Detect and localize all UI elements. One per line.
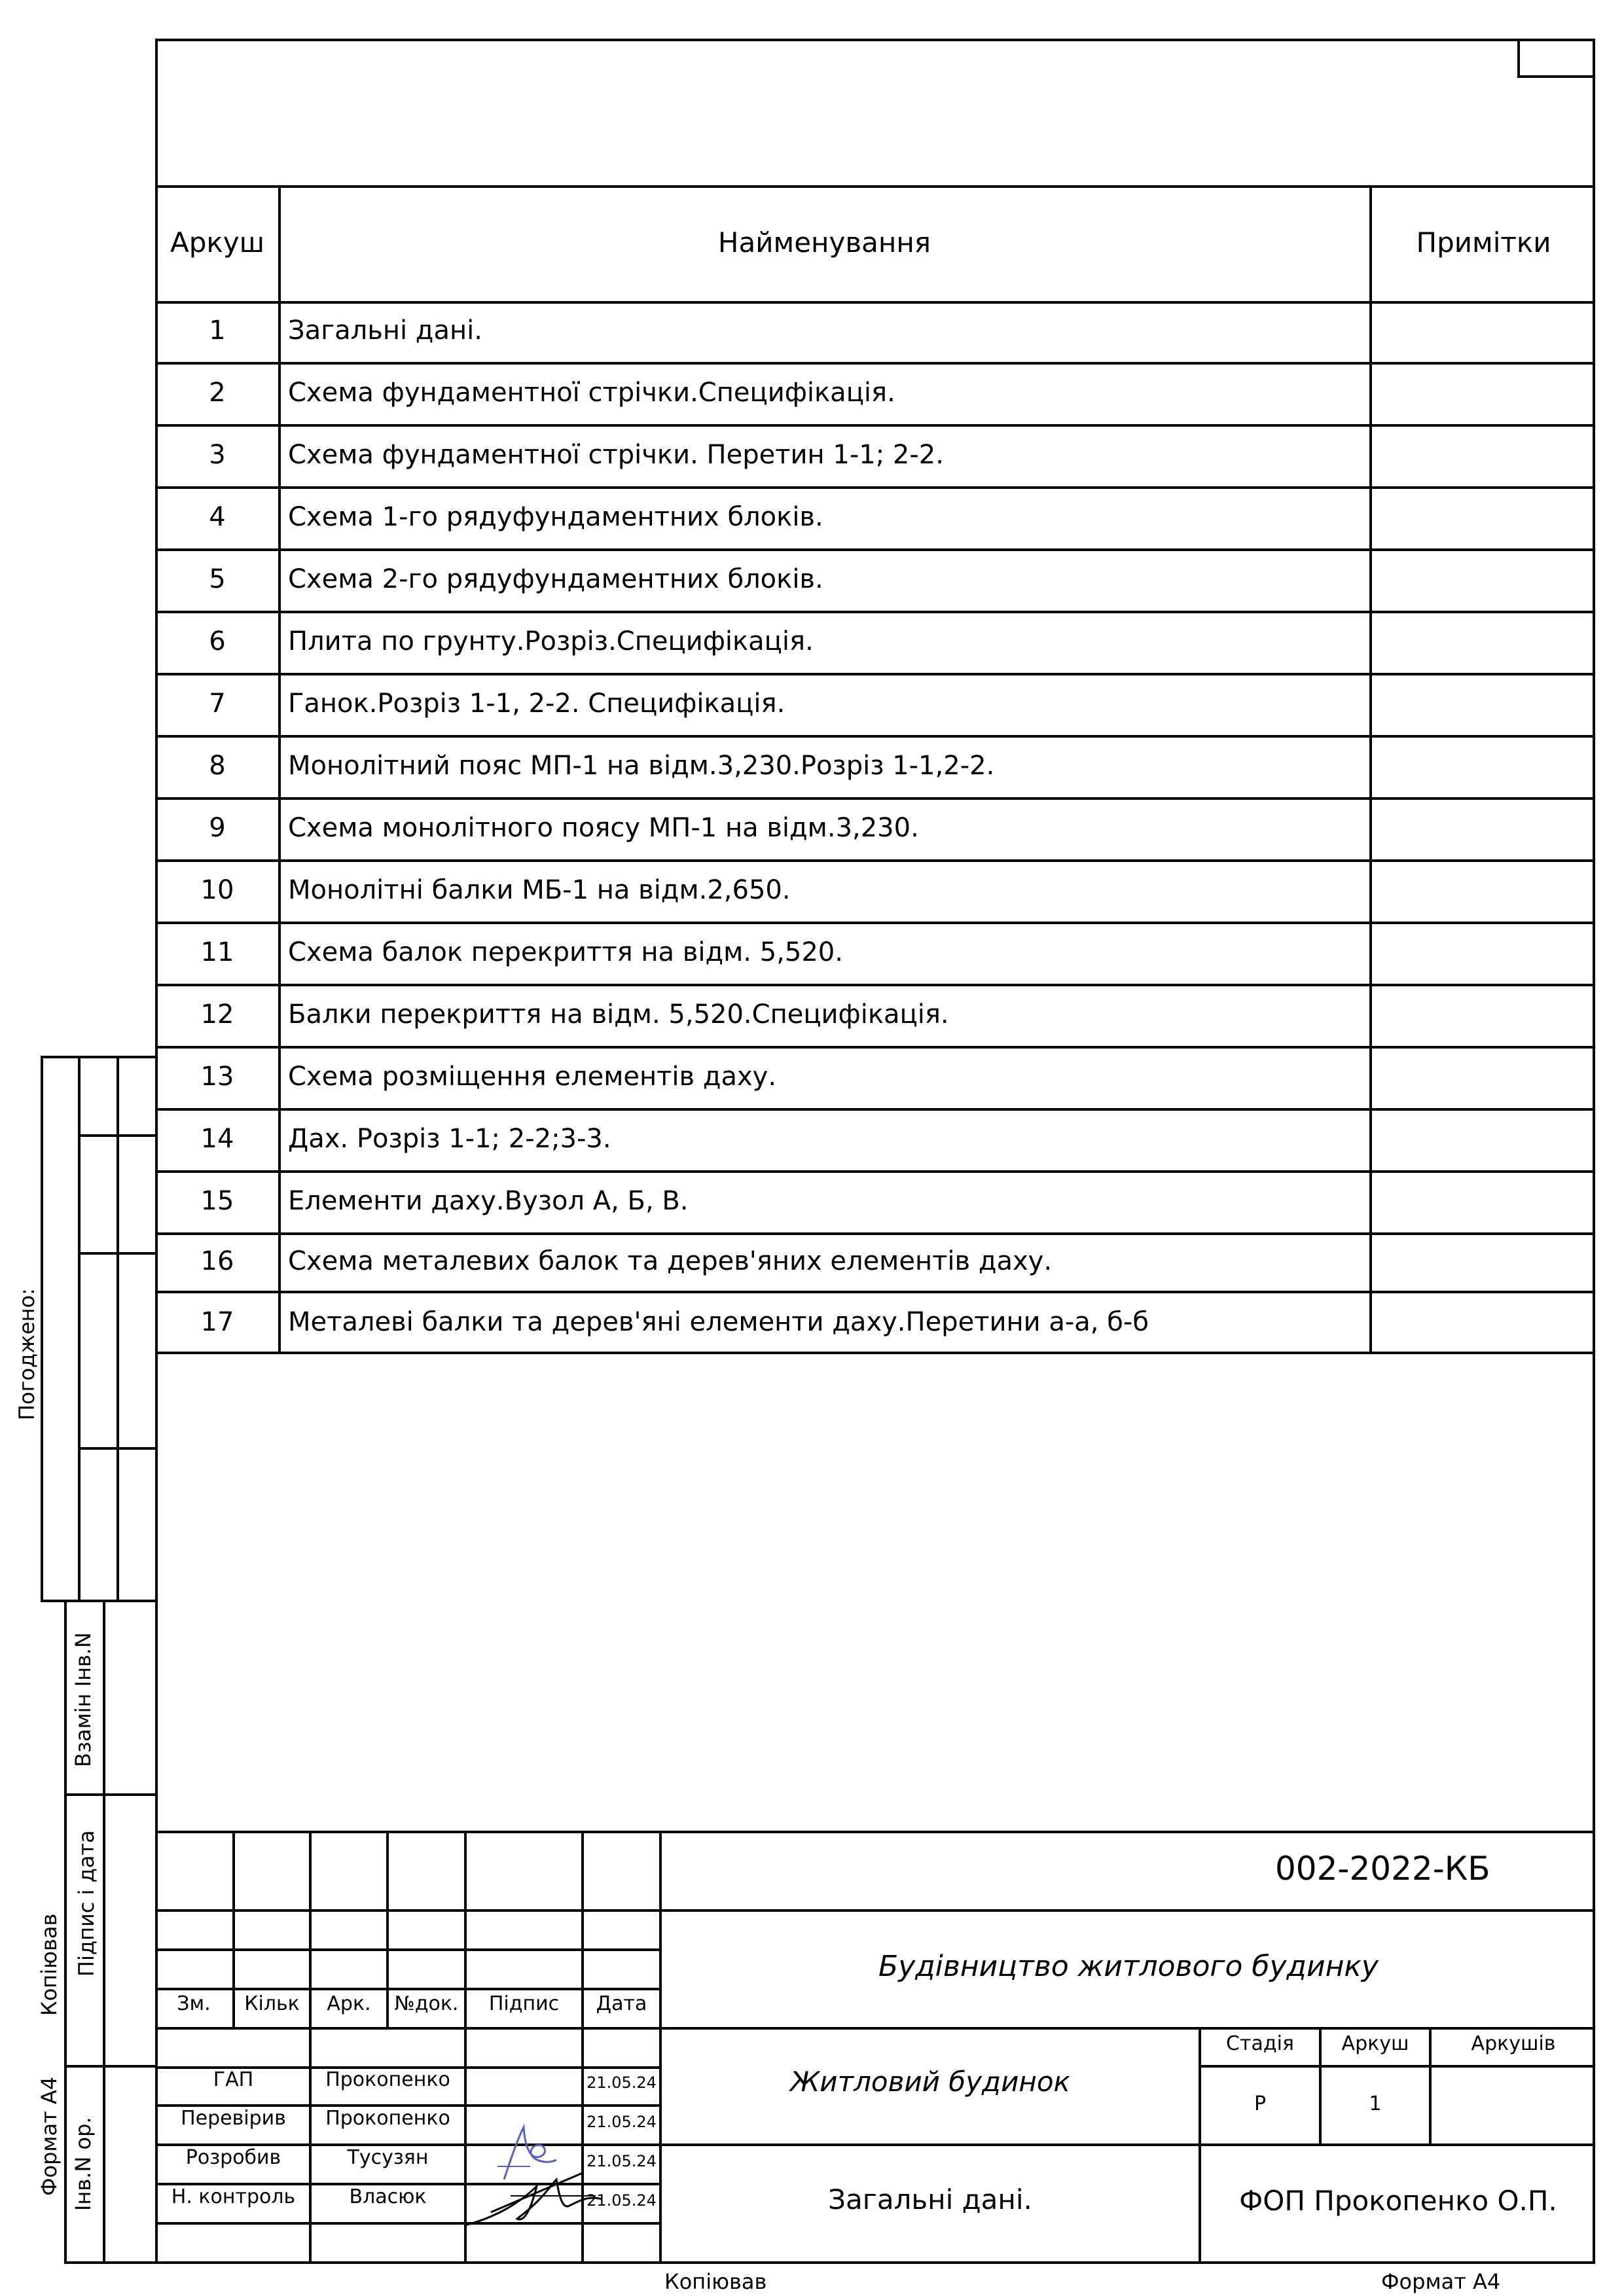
row-number: 12 xyxy=(200,999,234,1030)
sheet-value: 1 xyxy=(1369,2092,1382,2115)
tb-line xyxy=(662,2144,1595,2146)
row-title: Схема металевих балок та дерев'яних елементів даху. xyxy=(288,1246,1053,1276)
side-line xyxy=(64,2065,158,2068)
row-number: 1 xyxy=(209,315,226,346)
role: Перевірив xyxy=(181,2107,286,2130)
side-line xyxy=(64,2261,158,2264)
row-line xyxy=(155,1046,1595,1049)
col-ndok: №док. xyxy=(394,1992,459,2015)
replace-inv-label: Взамін Інв.N xyxy=(71,1632,96,1767)
row-title: Загальні дані. xyxy=(288,315,482,346)
row-title: Схема фундаментної стрічки. Перетин 1-1; 2-2. xyxy=(288,440,944,470)
row-number: 9 xyxy=(209,813,226,843)
row-line xyxy=(155,797,1595,800)
tb-line xyxy=(155,1948,662,1951)
side-line xyxy=(78,1134,158,1137)
person-name: Тусузян xyxy=(347,2146,429,2169)
sign-date: 21.05.24 xyxy=(586,2152,657,2170)
row-number: 15 xyxy=(200,1186,234,1216)
row-title: Монолітний пояс МП-1 на відм.3,230.Розріз 1-1,2-2. xyxy=(288,751,995,781)
row-number: 3 xyxy=(209,440,226,470)
side-line xyxy=(78,1447,158,1450)
sign-date-label: Підпис і дата xyxy=(74,1830,99,1977)
side-line xyxy=(103,1600,105,2264)
col-pidpys: Підпис xyxy=(488,1992,560,2015)
row-line xyxy=(155,1170,1595,1173)
row-line xyxy=(155,1291,1595,1293)
role: ГАП xyxy=(213,2068,254,2091)
tb-line xyxy=(155,1988,662,1990)
side-line xyxy=(41,1600,158,1602)
table-header-line xyxy=(155,301,1595,304)
row-number: 5 xyxy=(209,564,226,594)
row-number: 8 xyxy=(209,751,226,781)
agreed-label: Погоджено: xyxy=(14,1288,39,1420)
company-name: ФОП Прокопенко О.П. xyxy=(1239,2185,1557,2217)
row-title: Схема 1-го рядуфундаментних блоків. xyxy=(288,502,823,532)
row-title: Схема фундаментної стрічки.Специфікація. xyxy=(288,378,895,408)
footer-copied: Копіював xyxy=(664,2269,767,2294)
row-title: Металеві балки та дерев'яні елементи даху.Перетини а-а, б-б xyxy=(288,1307,1149,1337)
row-line xyxy=(155,611,1595,613)
doc-code: 002-2022-КБ xyxy=(1275,1850,1490,1888)
side-line xyxy=(64,1793,158,1796)
header-notes: Примітки xyxy=(1416,226,1551,259)
format-side-label: Формат А4 xyxy=(37,2076,62,2196)
row-number: 7 xyxy=(209,689,226,719)
person-name: Власюк xyxy=(349,2185,427,2208)
row-number: 14 xyxy=(200,1124,234,1154)
person-name: Прокопенко xyxy=(325,2107,450,2130)
stage-value: Р xyxy=(1254,2092,1267,2115)
footer-format: Формат А4 xyxy=(1381,2269,1501,2294)
sheet-header: Аркуш xyxy=(1341,2032,1409,2055)
header-name: Найменування xyxy=(717,226,931,259)
signature-black xyxy=(452,2160,609,2232)
inv-orig-label: Інв.N ор. xyxy=(71,2117,96,2211)
row-line xyxy=(155,1108,1595,1111)
side-line xyxy=(41,1056,158,1058)
row-number: 4 xyxy=(209,502,226,532)
row-title: Елементи даху.Вузол А, Б, В. xyxy=(288,1186,689,1216)
table-bottom-line xyxy=(155,1352,1595,1354)
table-top-line xyxy=(155,185,1595,188)
tb-line xyxy=(1201,2065,1595,2068)
person-name: Прокопенко xyxy=(325,2068,450,2091)
sheets-header: Аркушів xyxy=(1471,2032,1556,2055)
row-title: Схема 2-го рядуфундаментних блоків. xyxy=(288,564,823,594)
row-number: 2 xyxy=(209,378,226,408)
col-zm: Зм. xyxy=(177,1992,211,2015)
row-number: 17 xyxy=(200,1307,234,1337)
row-title: Дах. Розріз 1-1; 2-2;3-3. xyxy=(288,1124,611,1154)
side-line xyxy=(64,1600,67,2264)
row-title: Ганок.Розріз 1-1, 2-2. Специфікація. xyxy=(288,689,785,719)
col-kilk: Кільк xyxy=(244,1992,300,2015)
col-data: Дата xyxy=(596,1992,647,2015)
tb-line xyxy=(155,1909,1595,1912)
table-col-line xyxy=(1369,185,1372,1352)
row-title: Монолітні балки МБ-1 на відм.2,650. xyxy=(288,875,791,905)
row-line xyxy=(155,548,1595,551)
sign-date: 21.05.24 xyxy=(586,2073,657,2092)
row-number: 10 xyxy=(200,875,234,905)
row-line xyxy=(155,362,1595,365)
tb-line xyxy=(1199,2027,1201,2264)
row-line xyxy=(155,922,1595,924)
row-title: Плита по грунту.Розріз.Специфікація. xyxy=(288,626,814,656)
tb-line xyxy=(309,2027,312,2264)
side-line xyxy=(78,1252,158,1255)
row-number: 6 xyxy=(209,626,226,656)
copied-side-label: Копіював xyxy=(37,1913,62,2016)
side-line xyxy=(78,1056,81,1600)
row-title: Схема монолітного поясу МП-1 на відм.3,230. xyxy=(288,813,919,843)
col-ark: Арк. xyxy=(327,1992,371,2015)
sheet-title: Загальні дані. xyxy=(828,2183,1032,2215)
row-line xyxy=(155,1232,1595,1235)
row-line xyxy=(155,859,1595,862)
sign-date: 21.05.24 xyxy=(586,2113,657,2131)
row-number: 13 xyxy=(200,1062,234,1092)
row-title: Балки перекриття на відм. 5,520.Специфікація. xyxy=(288,999,949,1030)
header-sheet: Аркуш xyxy=(170,226,265,259)
row-title: Схема розміщення елементів даху. xyxy=(288,1062,777,1092)
row-number: 16 xyxy=(200,1246,234,1276)
stage-header: Стадія xyxy=(1226,2032,1294,2055)
row-line xyxy=(155,486,1595,489)
row-number: 11 xyxy=(200,937,234,967)
tb-line xyxy=(155,2027,1595,2030)
project-title: Будівництво житлового будинку xyxy=(878,1950,1379,1983)
row-line xyxy=(155,984,1595,986)
row-line xyxy=(155,735,1595,738)
side-line xyxy=(117,1056,119,1600)
role: Н. контроль xyxy=(171,2185,296,2208)
row-line xyxy=(155,424,1595,427)
row-line xyxy=(155,673,1595,675)
side-line xyxy=(41,1056,43,1600)
object-name: Житловий будинок xyxy=(790,2066,1070,2098)
sign-date: 21.05.24 xyxy=(586,2191,657,2210)
role: Розробив xyxy=(185,2146,281,2169)
tb-line xyxy=(155,1831,1595,1833)
row-title: Схема балок перекриття на відм. 5,520. xyxy=(288,937,843,967)
corner-box xyxy=(1517,39,1595,78)
